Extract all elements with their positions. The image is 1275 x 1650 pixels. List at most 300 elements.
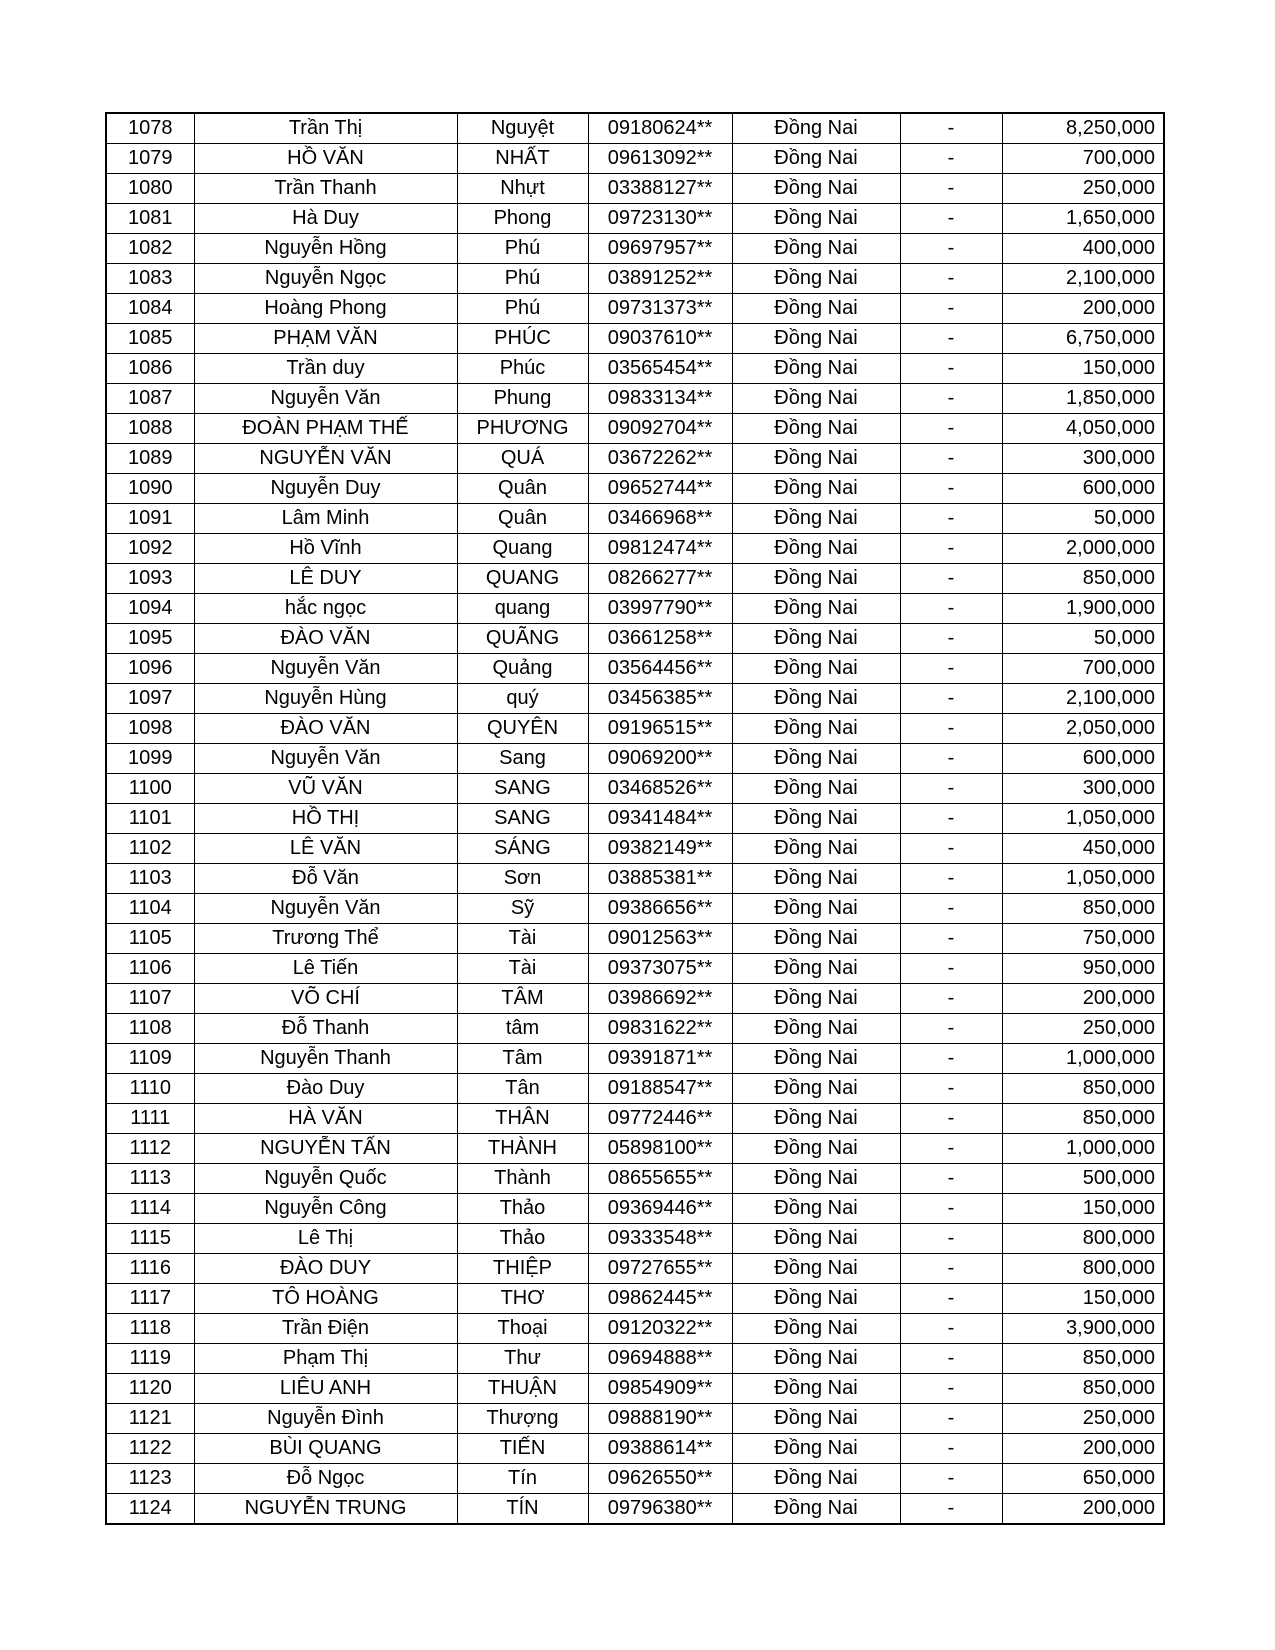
given-name: THÀNH xyxy=(457,1134,588,1164)
note: - xyxy=(900,654,1002,684)
given-name: Nguyệt xyxy=(457,113,588,144)
row-number: 1105 xyxy=(106,924,194,954)
province: Đồng Nai xyxy=(732,1254,900,1284)
row-number: 1098 xyxy=(106,714,194,744)
note: - xyxy=(900,624,1002,654)
surname-middle-name: Hồ Vĩnh xyxy=(194,534,457,564)
surname-middle-name: Hà Duy xyxy=(194,204,457,234)
province: Đồng Nai xyxy=(732,1164,900,1194)
amount: 2,100,000 xyxy=(1002,684,1164,714)
phone-number: 03564456** xyxy=(588,654,732,684)
surname-middle-name: Nguyễn Văn xyxy=(194,654,457,684)
province: Đồng Nai xyxy=(732,774,900,804)
surname-middle-name: Nguyễn Hồng xyxy=(194,234,457,264)
province: Đồng Nai xyxy=(732,204,900,234)
surname-middle-name: Nguyễn Văn xyxy=(194,744,457,774)
note: - xyxy=(900,564,1002,594)
row-number: 1083 xyxy=(106,264,194,294)
table-row xyxy=(106,1494,1164,1525)
surname-middle-name: ĐÀO DUY xyxy=(194,1254,457,1284)
phone-number: 09188547** xyxy=(588,1074,732,1104)
amount: 50,000 xyxy=(1002,624,1164,654)
amount: 200,000 xyxy=(1002,294,1164,324)
province: Đồng Nai xyxy=(732,1494,900,1525)
note: - xyxy=(900,864,1002,894)
province: Đồng Nai xyxy=(732,1374,900,1404)
table-row xyxy=(106,1254,1164,1284)
table-row xyxy=(106,924,1164,954)
province: Đồng Nai xyxy=(732,954,900,984)
given-name: PHƯƠNG xyxy=(457,414,588,444)
row-number: 1078 xyxy=(106,113,194,144)
province: Đồng Nai xyxy=(732,324,900,354)
given-name: Nhựt xyxy=(457,174,588,204)
province: Đồng Nai xyxy=(732,594,900,624)
province: Đồng Nai xyxy=(732,684,900,714)
amount: 200,000 xyxy=(1002,1434,1164,1464)
given-name: QUYÊN xyxy=(457,714,588,744)
given-name: Phú xyxy=(457,264,588,294)
note: - xyxy=(900,894,1002,924)
row-number: 1101 xyxy=(106,804,194,834)
amount: 150,000 xyxy=(1002,1284,1164,1314)
surname-middle-name: Nguyễn Đình xyxy=(194,1404,457,1434)
given-name: Thư xyxy=(457,1344,588,1374)
amount: 850,000 xyxy=(1002,1344,1164,1374)
phone-number: 09727655** xyxy=(588,1254,732,1284)
row-number: 1116 xyxy=(106,1254,194,1284)
phone-number: 09796380** xyxy=(588,1494,732,1525)
surname-middle-name: Hoàng Phong xyxy=(194,294,457,324)
note: - xyxy=(900,113,1002,144)
given-name: Tân xyxy=(457,1074,588,1104)
row-number: 1097 xyxy=(106,684,194,714)
note: - xyxy=(900,1344,1002,1374)
table-row xyxy=(106,1224,1164,1254)
table-row xyxy=(106,984,1164,1014)
surname-middle-name: Trần Thị xyxy=(194,113,457,144)
province: Đồng Nai xyxy=(732,1194,900,1224)
surname-middle-name: hắc ngọc xyxy=(194,594,457,624)
amount: 800,000 xyxy=(1002,1254,1164,1284)
phone-number: 03456385** xyxy=(588,684,732,714)
amount: 800,000 xyxy=(1002,1224,1164,1254)
phone-number: 05898100** xyxy=(588,1134,732,1164)
phone-number: 09180624** xyxy=(588,113,732,144)
table-row xyxy=(106,264,1164,294)
surname-middle-name: HỒ VĂN xyxy=(194,144,457,174)
row-number: 1118 xyxy=(106,1314,194,1344)
table-row xyxy=(106,714,1164,744)
row-number: 1120 xyxy=(106,1374,194,1404)
amount: 850,000 xyxy=(1002,1074,1164,1104)
row-number: 1119 xyxy=(106,1344,194,1374)
phone-number: 09069200** xyxy=(588,744,732,774)
table-row xyxy=(106,1164,1164,1194)
surname-middle-name: Nguyễn Duy xyxy=(194,474,457,504)
surname-middle-name: Lê Thị xyxy=(194,1224,457,1254)
phone-number: 09731373** xyxy=(588,294,732,324)
given-name: Phong xyxy=(457,204,588,234)
given-name: TÂM xyxy=(457,984,588,1014)
province: Đồng Nai xyxy=(732,354,900,384)
amount: 450,000 xyxy=(1002,834,1164,864)
province: Đồng Nai xyxy=(732,294,900,324)
amount: 2,050,000 xyxy=(1002,714,1164,744)
table-row xyxy=(106,144,1164,174)
province: Đồng Nai xyxy=(732,1404,900,1434)
phone-number: 08655655** xyxy=(588,1164,732,1194)
table-body xyxy=(106,113,1164,1524)
amount: 2,000,000 xyxy=(1002,534,1164,564)
note: - xyxy=(900,1074,1002,1104)
amount: 4,050,000 xyxy=(1002,414,1164,444)
phone-number: 03885381** xyxy=(588,864,732,894)
phone-number: 09037610** xyxy=(588,324,732,354)
amount: 700,000 xyxy=(1002,144,1164,174)
given-name: QUÁ xyxy=(457,444,588,474)
surname-middle-name: LIÊU ANH xyxy=(194,1374,457,1404)
table-row xyxy=(106,804,1164,834)
note: - xyxy=(900,1164,1002,1194)
row-number: 1085 xyxy=(106,324,194,354)
given-name: SANG xyxy=(457,774,588,804)
given-name: Sang xyxy=(457,744,588,774)
given-name: Thành xyxy=(457,1164,588,1194)
surname-middle-name: Nguyễn Thanh xyxy=(194,1044,457,1074)
surname-middle-name: Phạm Thị xyxy=(194,1344,457,1374)
table-row xyxy=(106,1074,1164,1104)
surname-middle-name: LÊ DUY xyxy=(194,564,457,594)
row-number: 1084 xyxy=(106,294,194,324)
surname-middle-name: Nguyễn Quốc xyxy=(194,1164,457,1194)
table-row xyxy=(106,414,1164,444)
given-name: Phú xyxy=(457,234,588,264)
phone-number: 09613092** xyxy=(588,144,732,174)
province: Đồng Nai xyxy=(732,534,900,564)
given-name: Thảo xyxy=(457,1194,588,1224)
province: Đồng Nai xyxy=(732,624,900,654)
row-number: 1095 xyxy=(106,624,194,654)
surname-middle-name: Đỗ Ngọc xyxy=(194,1464,457,1494)
row-number: 1109 xyxy=(106,1044,194,1074)
table-row xyxy=(106,354,1164,384)
table-row xyxy=(106,444,1164,474)
amount: 600,000 xyxy=(1002,474,1164,504)
amount: 1,850,000 xyxy=(1002,384,1164,414)
amount: 200,000 xyxy=(1002,984,1164,1014)
note: - xyxy=(900,804,1002,834)
row-number: 1107 xyxy=(106,984,194,1014)
phone-number: 09092704** xyxy=(588,414,732,444)
table-row xyxy=(106,1344,1164,1374)
surname-middle-name: Lê Tiến xyxy=(194,954,457,984)
given-name: Phú xyxy=(457,294,588,324)
given-name: QUANG xyxy=(457,564,588,594)
given-name: tâm xyxy=(457,1014,588,1044)
row-number: 1092 xyxy=(106,534,194,564)
amount: 150,000 xyxy=(1002,1194,1164,1224)
given-name: Quang xyxy=(457,534,588,564)
amount: 500,000 xyxy=(1002,1164,1164,1194)
phone-number: 09833134** xyxy=(588,384,732,414)
amount: 1,900,000 xyxy=(1002,594,1164,624)
table-row xyxy=(106,1434,1164,1464)
given-name: TÍN xyxy=(457,1494,588,1525)
amount: 1,050,000 xyxy=(1002,804,1164,834)
table-row xyxy=(106,684,1164,714)
province: Đồng Nai xyxy=(732,444,900,474)
row-number: 1108 xyxy=(106,1014,194,1044)
province: Đồng Nai xyxy=(732,234,900,264)
amount: 250,000 xyxy=(1002,1404,1164,1434)
province: Đồng Nai xyxy=(732,174,900,204)
note: - xyxy=(900,1104,1002,1134)
row-number: 1079 xyxy=(106,144,194,174)
province: Đồng Nai xyxy=(732,1074,900,1104)
surname-middle-name: Trương Thể xyxy=(194,924,457,954)
table-row xyxy=(106,594,1164,624)
surname-middle-name: HỒ THỊ xyxy=(194,804,457,834)
given-name: TIẾN xyxy=(457,1434,588,1464)
table-row xyxy=(106,834,1164,864)
surname-middle-name: Nguyễn Công xyxy=(194,1194,457,1224)
amount: 1,000,000 xyxy=(1002,1044,1164,1074)
note: - xyxy=(900,924,1002,954)
table-row xyxy=(106,864,1164,894)
surname-middle-name: VÕ CHÍ xyxy=(194,984,457,1014)
row-number: 1088 xyxy=(106,414,194,444)
note: - xyxy=(900,174,1002,204)
phone-number: 03661258** xyxy=(588,624,732,654)
given-name: Thượng xyxy=(457,1404,588,1434)
province: Đồng Nai xyxy=(732,804,900,834)
phone-number: 09341484** xyxy=(588,804,732,834)
table-row xyxy=(106,1044,1164,1074)
row-number: 1081 xyxy=(106,204,194,234)
table-row xyxy=(106,1404,1164,1434)
given-name: quang xyxy=(457,594,588,624)
phone-number: 09626550** xyxy=(588,1464,732,1494)
row-number: 1103 xyxy=(106,864,194,894)
province: Đồng Nai xyxy=(732,1464,900,1494)
amount: 300,000 xyxy=(1002,444,1164,474)
donation-table xyxy=(105,112,1165,1525)
row-number: 1117 xyxy=(106,1284,194,1314)
note: - xyxy=(900,534,1002,564)
province: Đồng Nai xyxy=(732,1044,900,1074)
phone-number: 09772446** xyxy=(588,1104,732,1134)
row-number: 1099 xyxy=(106,744,194,774)
phone-number: 09333548** xyxy=(588,1224,732,1254)
table-row xyxy=(106,1374,1164,1404)
surname-middle-name: BÙI QUANG xyxy=(194,1434,457,1464)
surname-middle-name: Trần duy xyxy=(194,354,457,384)
row-number: 1104 xyxy=(106,894,194,924)
phone-number: 09373075** xyxy=(588,954,732,984)
row-number: 1124 xyxy=(106,1494,194,1525)
phone-number: 09012563** xyxy=(588,924,732,954)
row-number: 1082 xyxy=(106,234,194,264)
note: - xyxy=(900,1494,1002,1525)
province: Đồng Nai xyxy=(732,1344,900,1374)
surname-middle-name: HÀ VĂN xyxy=(194,1104,457,1134)
note: - xyxy=(900,354,1002,384)
note: - xyxy=(900,954,1002,984)
province: Đồng Nai xyxy=(732,144,900,174)
given-name: NHẤT xyxy=(457,144,588,174)
note: - xyxy=(900,294,1002,324)
surname-middle-name: NGUYỄN VĂN xyxy=(194,444,457,474)
amount: 750,000 xyxy=(1002,924,1164,954)
given-name: Tài xyxy=(457,954,588,984)
given-name: Phúc xyxy=(457,354,588,384)
surname-middle-name: Nguyễn Hùng xyxy=(194,684,457,714)
note: - xyxy=(900,384,1002,414)
table-row xyxy=(106,1464,1164,1494)
surname-middle-name: LÊ VĂN xyxy=(194,834,457,864)
phone-number: 09888190** xyxy=(588,1404,732,1434)
given-name: PHÚC xyxy=(457,324,588,354)
province: Đồng Nai xyxy=(732,384,900,414)
row-number: 1111 xyxy=(106,1104,194,1134)
amount: 2,100,000 xyxy=(1002,264,1164,294)
surname-middle-name: Đỗ Thanh xyxy=(194,1014,457,1044)
province: Đồng Nai xyxy=(732,984,900,1014)
surname-middle-name: ĐÀO VĂN xyxy=(194,714,457,744)
note: - xyxy=(900,1254,1002,1284)
province: Đồng Nai xyxy=(732,1284,900,1314)
row-number: 1096 xyxy=(106,654,194,684)
table-row xyxy=(106,174,1164,204)
amount: 250,000 xyxy=(1002,1014,1164,1044)
note: - xyxy=(900,444,1002,474)
phone-number: 09812474** xyxy=(588,534,732,564)
note: - xyxy=(900,1314,1002,1344)
surname-middle-name: Nguyễn Văn xyxy=(194,384,457,414)
row-number: 1106 xyxy=(106,954,194,984)
table-row xyxy=(106,894,1164,924)
phone-number: 09723130** xyxy=(588,204,732,234)
given-name: Thảo xyxy=(457,1224,588,1254)
row-number: 1115 xyxy=(106,1224,194,1254)
given-name: SÁNG xyxy=(457,834,588,864)
table-row xyxy=(106,1014,1164,1044)
row-number: 1102 xyxy=(106,834,194,864)
note: - xyxy=(900,234,1002,264)
table-row xyxy=(106,774,1164,804)
surname-middle-name: Lâm Minh xyxy=(194,504,457,534)
table-row xyxy=(106,534,1164,564)
note: - xyxy=(900,1014,1002,1044)
given-name: Tín xyxy=(457,1464,588,1494)
phone-number: 09369446** xyxy=(588,1194,732,1224)
note: - xyxy=(900,1194,1002,1224)
surname-middle-name: Đỗ Văn xyxy=(194,864,457,894)
province: Đồng Nai xyxy=(732,113,900,144)
amount: 600,000 xyxy=(1002,744,1164,774)
province: Đồng Nai xyxy=(732,1224,900,1254)
province: Đồng Nai xyxy=(732,834,900,864)
amount: 850,000 xyxy=(1002,1374,1164,1404)
surname-middle-name: ĐÀO VĂN xyxy=(194,624,457,654)
given-name: THÂN xyxy=(457,1104,588,1134)
note: - xyxy=(900,684,1002,714)
note: - xyxy=(900,1464,1002,1494)
row-number: 1113 xyxy=(106,1164,194,1194)
amount: 950,000 xyxy=(1002,954,1164,984)
note: - xyxy=(900,264,1002,294)
table-row xyxy=(106,204,1164,234)
amount: 6,750,000 xyxy=(1002,324,1164,354)
amount: 8,250,000 xyxy=(1002,113,1164,144)
given-name: Quảng xyxy=(457,654,588,684)
given-name: Tâm xyxy=(457,1044,588,1074)
note: - xyxy=(900,1374,1002,1404)
note: - xyxy=(900,474,1002,504)
table-row xyxy=(106,324,1164,354)
amount: 400,000 xyxy=(1002,234,1164,264)
table-row xyxy=(106,1284,1164,1314)
phone-number: 09854909** xyxy=(588,1374,732,1404)
given-name: Quân xyxy=(457,504,588,534)
note: - xyxy=(900,144,1002,174)
phone-number: 09388614** xyxy=(588,1434,732,1464)
note: - xyxy=(900,324,1002,354)
province: Đồng Nai xyxy=(732,1104,900,1134)
surname-middle-name: Đào Duy xyxy=(194,1074,457,1104)
row-number: 1080 xyxy=(106,174,194,204)
province: Đồng Nai xyxy=(732,504,900,534)
phone-number: 09391871** xyxy=(588,1044,732,1074)
surname-middle-name: NGUYỄN TRUNG xyxy=(194,1494,457,1525)
table-row xyxy=(106,1314,1164,1344)
amount: 1,650,000 xyxy=(1002,204,1164,234)
row-number: 1086 xyxy=(106,354,194,384)
phone-number: 08266277** xyxy=(588,564,732,594)
amount: 1,050,000 xyxy=(1002,864,1164,894)
table-row xyxy=(106,1104,1164,1134)
note: - xyxy=(900,714,1002,744)
table-row xyxy=(106,624,1164,654)
note: - xyxy=(900,204,1002,234)
province: Đồng Nai xyxy=(732,414,900,444)
amount: 300,000 xyxy=(1002,774,1164,804)
province: Đồng Nai xyxy=(732,654,900,684)
amount: 3,900,000 xyxy=(1002,1314,1164,1344)
surname-middle-name: VŨ VĂN xyxy=(194,774,457,804)
amount: 700,000 xyxy=(1002,654,1164,684)
province: Đồng Nai xyxy=(732,714,900,744)
phone-number: 03986692** xyxy=(588,984,732,1014)
amount: 850,000 xyxy=(1002,1104,1164,1134)
note: - xyxy=(900,774,1002,804)
province: Đồng Nai xyxy=(732,744,900,774)
province: Đồng Nai xyxy=(732,264,900,294)
phone-number: 03468526** xyxy=(588,774,732,804)
given-name: Thoại xyxy=(457,1314,588,1344)
province: Đồng Nai xyxy=(732,1434,900,1464)
row-number: 1123 xyxy=(106,1464,194,1494)
given-name: QUÃNG xyxy=(457,624,588,654)
table-row xyxy=(106,564,1164,594)
surname-middle-name: TÔ HOÀNG xyxy=(194,1284,457,1314)
row-number: 1093 xyxy=(106,564,194,594)
phone-number: 03466968** xyxy=(588,504,732,534)
province: Đồng Nai xyxy=(732,474,900,504)
table-row xyxy=(106,474,1164,504)
row-number: 1112 xyxy=(106,1134,194,1164)
